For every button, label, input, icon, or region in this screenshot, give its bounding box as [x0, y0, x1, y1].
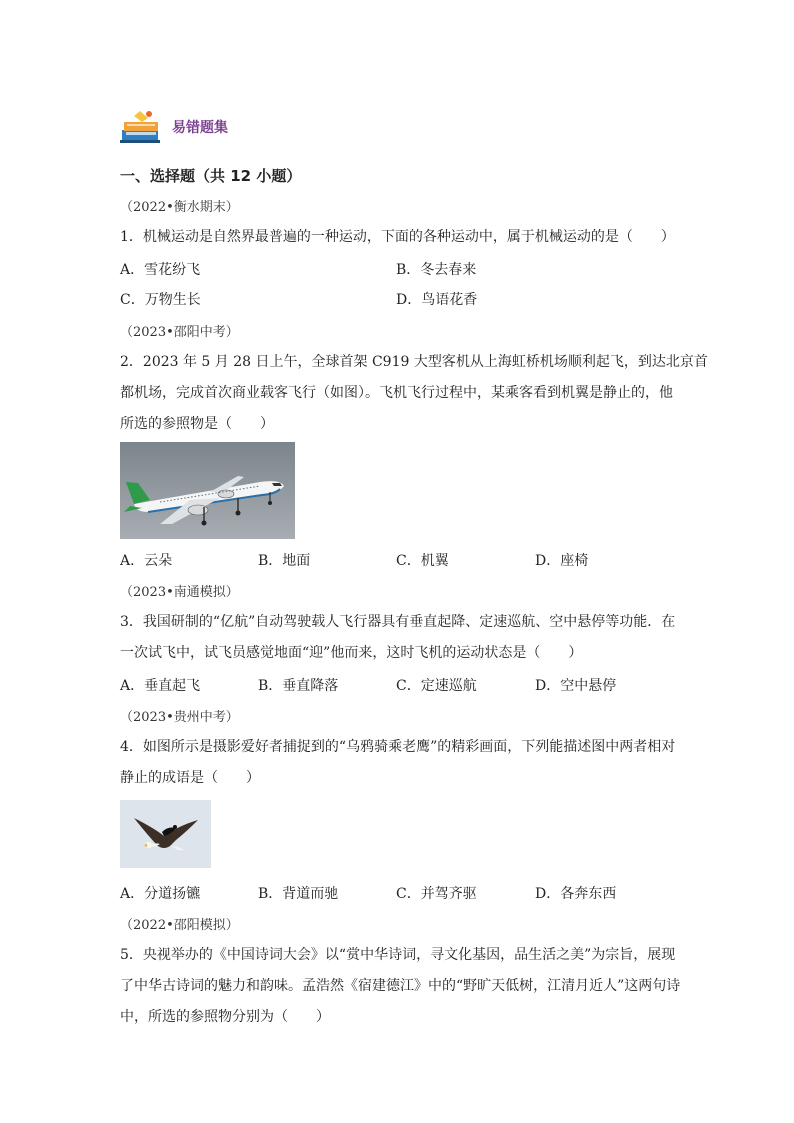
q1-option-d: D．鸟语花香: [396, 292, 478, 308]
q3-line-2: 一次试飞中，试飞员感觉地面“迎”他而来，这时飞机的运动状态是（ ）: [120, 645, 583, 661]
q3-option-b: B．垂直降落: [258, 678, 339, 694]
header-label: 易错题集: [172, 120, 228, 136]
q3-option-a: A．垂直起飞: [120, 678, 201, 694]
q2-option-d: D．座椅: [535, 553, 589, 569]
q2-source: （2023•邵阳中考）: [120, 325, 239, 340]
crow-eagle-photo: [120, 800, 211, 868]
q4-option-c: C．并驾齐驱: [396, 886, 477, 902]
q4-source: （2023•贵州中考）: [120, 710, 239, 725]
q3-option-d: D．空中悬停: [535, 678, 617, 694]
q2-option-b: B．地面: [258, 553, 311, 569]
q5-source: （2022•邵阳模拟）: [120, 918, 239, 933]
q5-line-3: 中，所选的参照物分别为（ ）: [120, 1009, 330, 1025]
q2-line-3: 所选的参照物是（ ）: [120, 416, 274, 432]
q1-option-c: C．万物生长: [120, 292, 201, 308]
q5-line-1: 5．央视举办的《中国诗词大会》以“赏中华诗词，寻文化基因，品生活之美”为宗旨，展现: [120, 947, 676, 963]
q1-source: （2022•衡水期末）: [120, 200, 239, 215]
q3-source: （2023•南通模拟）: [120, 585, 239, 600]
q2-option-c: C．机翼: [396, 553, 449, 569]
books-stack-icon: [118, 108, 164, 146]
q4-option-b: B．背道而驰: [258, 886, 339, 902]
q3-option-c: C．定速巡航: [396, 678, 477, 694]
q1-option-b: B．冬去春来: [396, 262, 477, 278]
airplane-photo: [120, 442, 295, 539]
q4-option-d: D．各奔东西: [535, 886, 617, 902]
q1-text: 1．机械运动是自然界最普遍的一种运动，下面的各种运动中，属于机械运动的是（ ）: [120, 229, 675, 245]
q2-line-1: 2．2023 年 5 月 28 日上午，全球首架 C919 大型客机从上海虹桥机场顺利起飞，到达北京首: [120, 354, 708, 370]
section-title: 一、选择题（共 12 小题）: [120, 167, 302, 185]
header-logo: [118, 108, 164, 146]
q1-option-a: A．雪花纷飞: [120, 262, 201, 278]
q2-line-2: 都机场，完成首次商业载客飞行（如图）。飞机飞行过程中，某乘客看到机翼是静止的，他: [120, 385, 673, 401]
q4-line-2: 静止的成语是（ ）: [120, 770, 260, 786]
q2-option-a: A．云朵: [120, 553, 173, 569]
q3-line-1: 3．我国研制的“亿航”自动驾驶载人飞行器具有垂直起降、定速巡航、空中悬停等功能．在: [120, 614, 676, 630]
q5-line-2: 了中华古诗词的魅力和韵味。孟浩然《宿建德江》中的“野旷天低树，江清月近人”这两句诗: [120, 978, 681, 994]
q4-option-a: A．分道扬镳: [120, 886, 201, 902]
q4-line-1: 4．如图所示是摄影爱好者捕捉到的“乌鸦骑乘老鹰”的精彩画面，下列能描述图中两者相对: [120, 739, 676, 755]
